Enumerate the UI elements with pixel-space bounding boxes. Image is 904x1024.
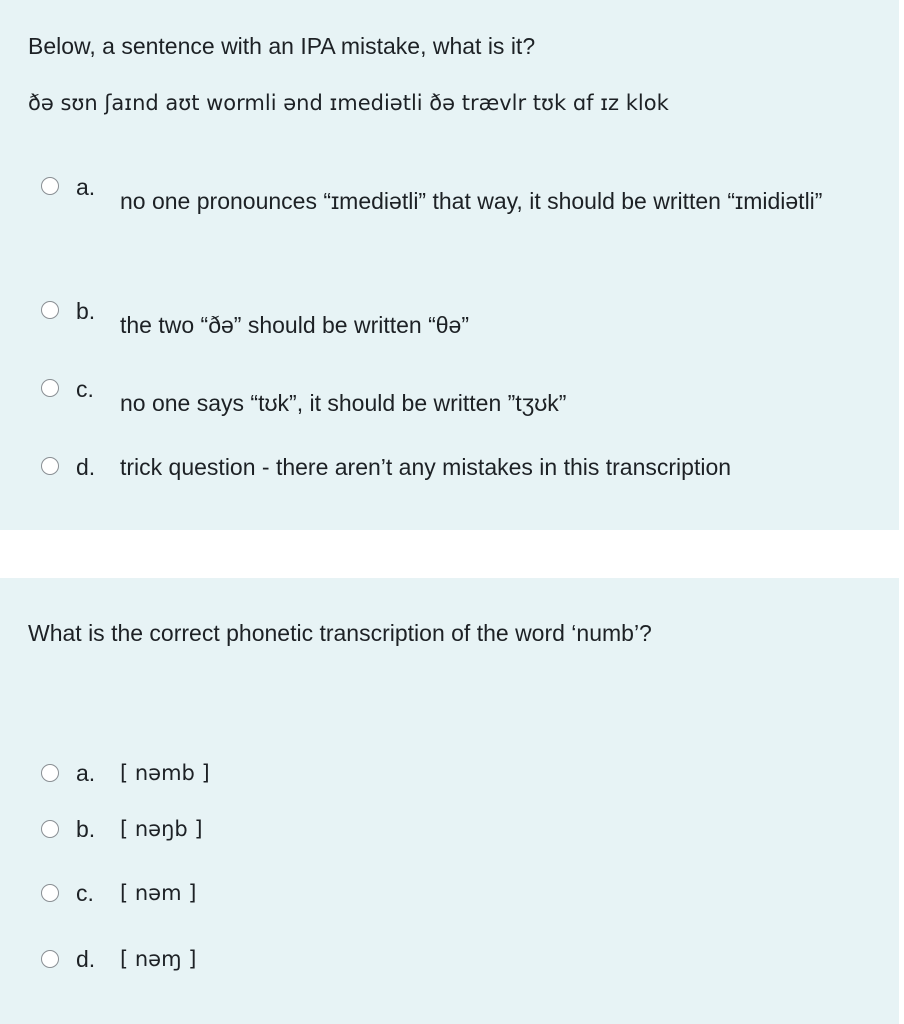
option-text: no one pronounces “ɪmediətli” that way, it should be written “ɪmidiətli” xyxy=(120,188,823,214)
option-letter: b. xyxy=(76,816,96,842)
option-letter: a. xyxy=(76,174,96,200)
option-text: [ nəɱ ] xyxy=(120,947,197,971)
option-text: the two “ðə” should be written “θə” xyxy=(120,312,470,338)
question-1-ipa-sentence: ðə sʊn ʃaɪnd aʊt wormli ənd ɪmediətli ðə trævlr tʊk ɑf ɪz klok xyxy=(28,91,669,115)
question-2-option-a[interactable] xyxy=(0,761,899,797)
option-letter: b. xyxy=(76,298,96,324)
option-letter: d. xyxy=(76,946,96,972)
question-1-option-d[interactable] xyxy=(0,452,899,488)
question-1-option-a[interactable] xyxy=(0,172,899,264)
option-letter: c. xyxy=(76,880,94,906)
question-2-card xyxy=(0,578,899,1024)
option-letter: c. xyxy=(76,376,94,402)
option-letter: a. xyxy=(76,760,96,786)
radio-button[interactable] xyxy=(41,301,59,319)
radio-button[interactable] xyxy=(41,379,59,397)
option-text: no one says “tʊk”, it should be written ”tʒʊk” xyxy=(120,390,567,416)
question-2-option-b[interactable] xyxy=(0,817,899,853)
radio-button[interactable] xyxy=(41,820,59,838)
radio-button[interactable] xyxy=(41,764,59,782)
question-2-option-c[interactable] xyxy=(0,881,899,917)
question-2-prompt: What is the correct phonetic transcription of the word ‘numb’? xyxy=(28,620,652,646)
radio-button[interactable] xyxy=(41,884,59,902)
option-text: [ nəmb ] xyxy=(120,761,210,785)
question-2-option-d[interactable] xyxy=(0,947,899,983)
question-1-prompt: Below, a sentence with an IPA mistake, what is it? xyxy=(28,33,536,59)
option-text: [ nəŋb ] xyxy=(120,817,203,841)
option-text: trick question - there aren’t any mistakes in this transcription xyxy=(120,454,732,480)
option-letter: d. xyxy=(76,454,96,480)
option-text: [ nəm ] xyxy=(120,881,197,905)
radio-button[interactable] xyxy=(41,177,59,195)
radio-button[interactable] xyxy=(41,457,59,475)
question-1-option-c[interactable] xyxy=(0,373,899,423)
question-1-option-b[interactable] xyxy=(0,295,899,345)
radio-button[interactable] xyxy=(41,950,59,968)
